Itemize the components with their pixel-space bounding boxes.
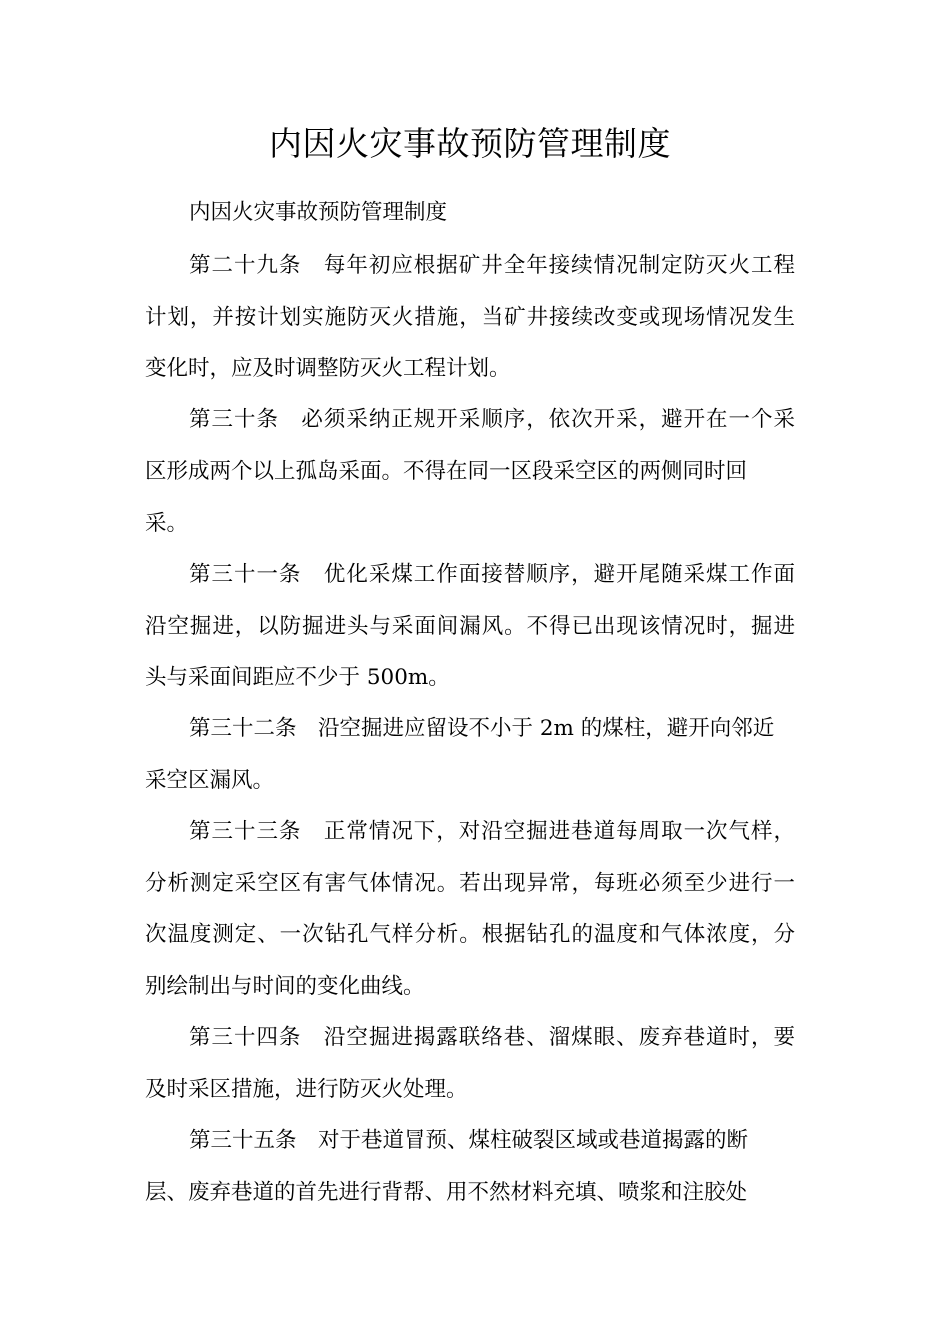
article-31-line-3: 头与采面间距应不少于 500m。 — [145, 665, 450, 690]
article-29-line-2: 计划，并按计划实施防灭火措施，当矿井接续改变或现场情况发生 — [145, 305, 795, 330]
article-29-line-1: 第二十九条 每年初应根据矿井全年接续情况制定防灭火工程 — [189, 253, 795, 278]
article-31-line-2: 沿空掘进，以防掘进头与采面间漏风。不得已出现该情况时，掘进 — [145, 614, 795, 639]
document-title: 内因火灾事故预防管理制度 — [269, 124, 671, 163]
article-32-line-2: 采空区漏风。 — [145, 768, 275, 793]
article-34-line-1: 第三十四条 沿空掘进揭露联络巷、溜煤眼、废弃巷道时，要 — [189, 1025, 795, 1050]
article-33-line-1: 第三十三条 正常情况下，对沿空掘进巷道每周取一次气样， — [189, 819, 795, 844]
article-35-line-2: 层、废弃巷道的首先进行背帮、用不然材料充填、喷浆和注胶处 — [145, 1180, 748, 1205]
article-34-line-2: 及时采区措施，进行防灭火处理。 — [145, 1077, 468, 1102]
article-29-line-3: 变化时，应及时调整防灭火工程计划。 — [145, 356, 511, 381]
article-33-line-2: 分析测定采空区有害气体情况。若出现异常，每班必须至少进行一 — [145, 871, 795, 896]
article-35-line-1: 第三十五条 对于巷道冒预、煤柱破裂区域或巷道揭露的断 — [189, 1128, 749, 1153]
article-33-line-3: 次温度测定、一次钻孔气样分析。根据钻孔的温度和气体浓度，分 — [145, 922, 795, 947]
subtitle-line: 内因火灾事故预防管理制度 — [189, 200, 448, 225]
article-30-line-2: 区形成两个以上孤岛采面。不得在同一区段采空区的两侧同时回 — [145, 459, 748, 484]
article-33-line-4: 别绘制出与时间的变化曲线。 — [145, 974, 425, 999]
article-30-line-3: 采。 — [145, 511, 189, 536]
article-31-line-1: 第三十一条 优化采煤工作面接替顺序，避开尾随采煤工作面 — [189, 562, 795, 587]
article-32-line-1: 第三十二条 沿空掘进应留设不小于 2m 的煤柱，避开向邻近 — [189, 716, 775, 741]
article-30-line-1: 第三十条 必须采纳正规开采顺序，依次开采，避开在一个采 — [189, 407, 795, 432]
